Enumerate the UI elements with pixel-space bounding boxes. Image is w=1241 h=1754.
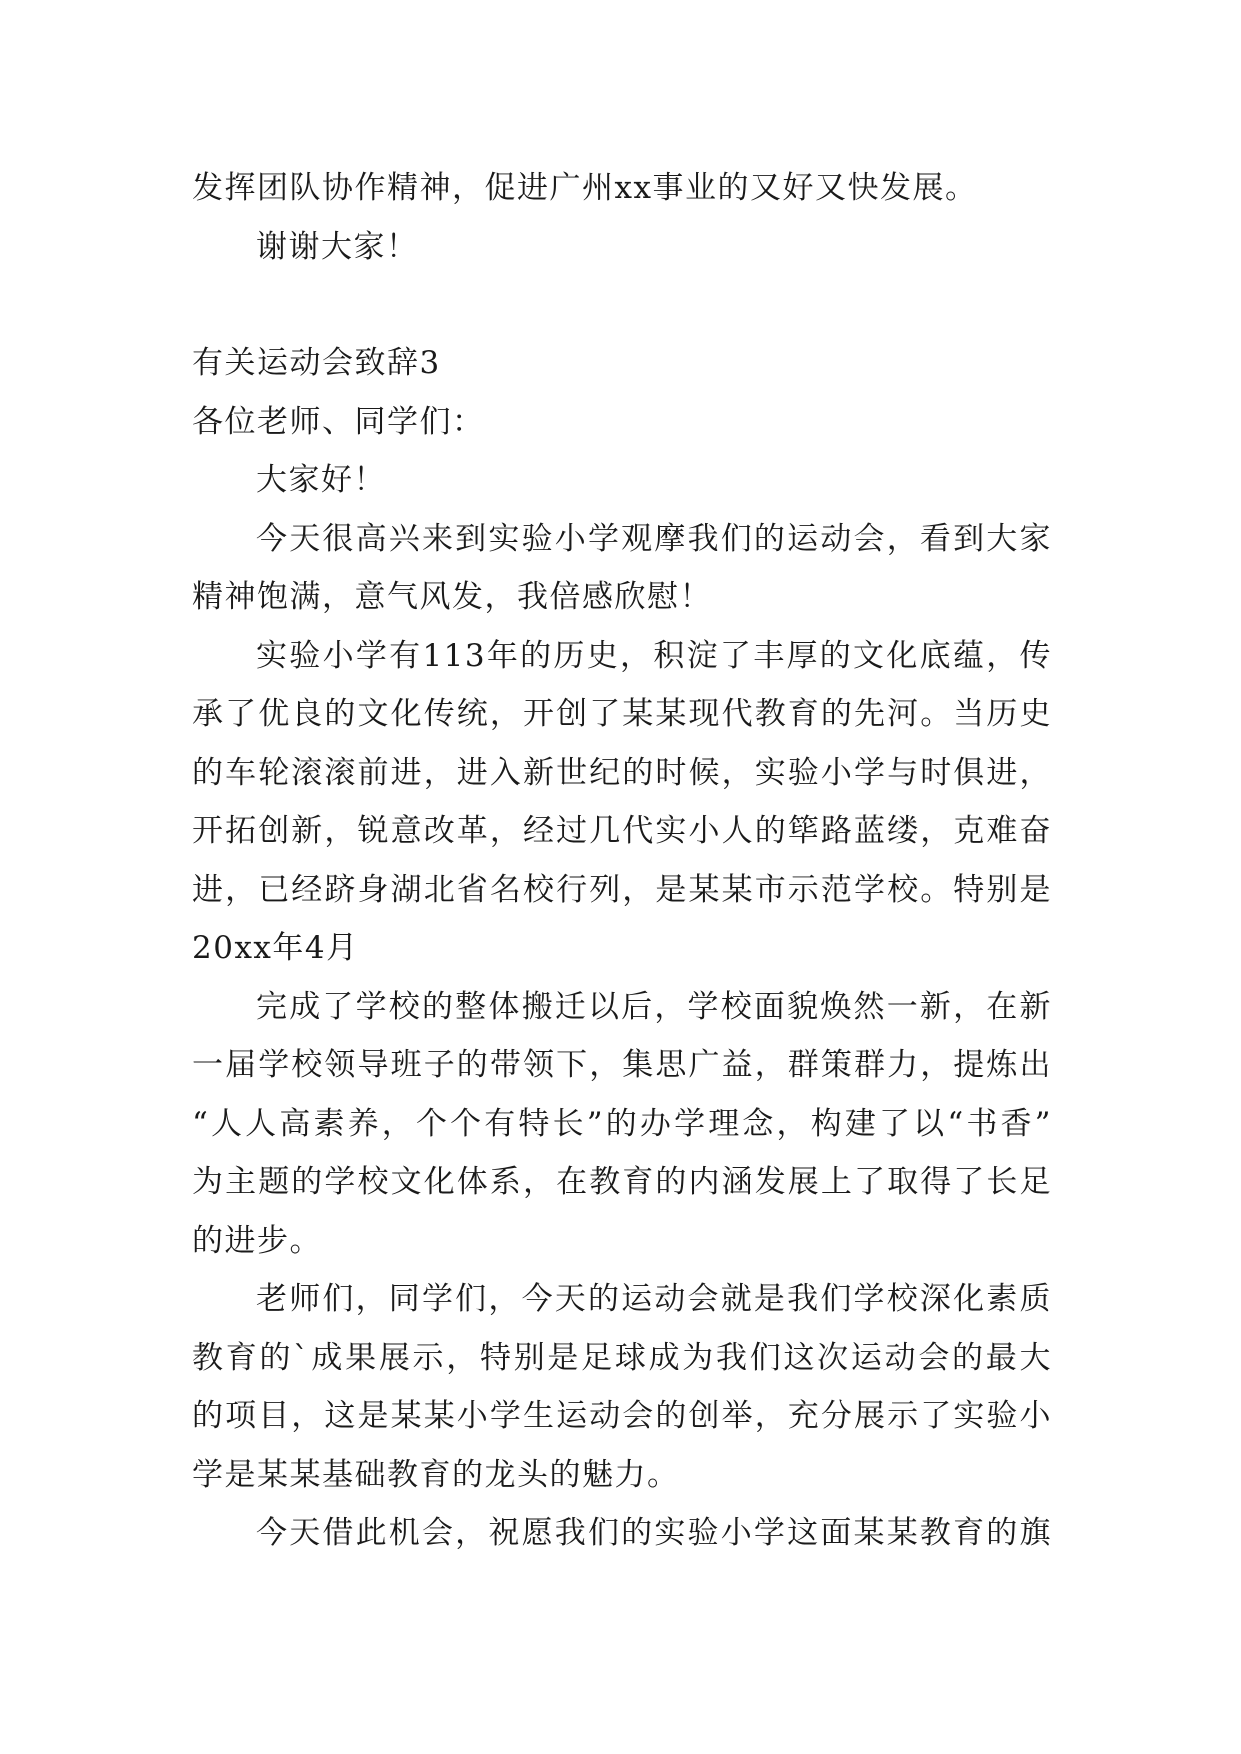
paragraph-line: 进，已经跻身湖北省名校行列，是某某市示范学校。特别是 <box>192 872 1052 908</box>
paragraph-line: 一届学校领导班子的带领下，集思广益，群策群力，提炼出 <box>192 1047 1052 1083</box>
paragraph-line: 精神饱满，意气风发，我倍感欣慰！ <box>192 579 712 615</box>
paragraph-line: 教育的`成果展示，特别是足球成为我们这次运动会的最大 <box>192 1340 1052 1376</box>
greeting: 大家好！ <box>256 462 386 498</box>
paragraph-line: 的进步。 <box>192 1223 322 1259</box>
paragraph-line: 20xx年4月 <box>192 930 359 966</box>
paragraph-line: 为主题的学校文化体系，在教育的内涵发展上了取得了长足 <box>192 1164 1052 1200</box>
paragraph-line: 发挥团队协作精神，促进广州xx事业的又好又快发展。 <box>192 170 978 206</box>
paragraph-line: 实验小学有113年的历史，积淀了丰厚的文化底蕴，传 <box>256 638 1052 674</box>
paragraph-line: “人人高素养，个个有特长”的办学理念，构建了以“书香” <box>192 1106 1052 1142</box>
paragraph-line: 学是某某基础教育的龙头的魅力。 <box>192 1457 680 1493</box>
paragraph-line: 老师们，同学们，今天的运动会就是我们学校深化素质 <box>256 1281 1052 1317</box>
paragraph-line: 今天很高兴来到实验小学观摩我们的运动会，看到大家 <box>256 521 1052 557</box>
salutation: 各位老师、同学们： <box>192 404 485 440</box>
paragraph-line: 承了优良的文化传统，开创了某某现代教育的先河。当历史 <box>192 696 1052 732</box>
section-heading: 有关运动会致辞3 <box>192 345 441 381</box>
paragraph-line: 的项目，这是某某小学生运动会的创举，充分展示了实验小 <box>192 1398 1052 1434</box>
paragraph-line: 完成了学校的整体搬迁以后，学校面貌焕然一新，在新 <box>256 989 1052 1025</box>
paragraph-line: 谢谢大家！ <box>256 229 419 265</box>
paragraph-line: 的车轮滚滚前进，进入新世纪的时候，实验小学与时俱进， <box>192 755 1052 791</box>
paragraph-line: 开拓创新，锐意改革，经过几代实小人的筚路蓝缕，克难奋 <box>192 813 1052 849</box>
paragraph-line: 今天借此机会，祝愿我们的实验小学这面某某教育的旗 <box>256 1515 1052 1551</box>
